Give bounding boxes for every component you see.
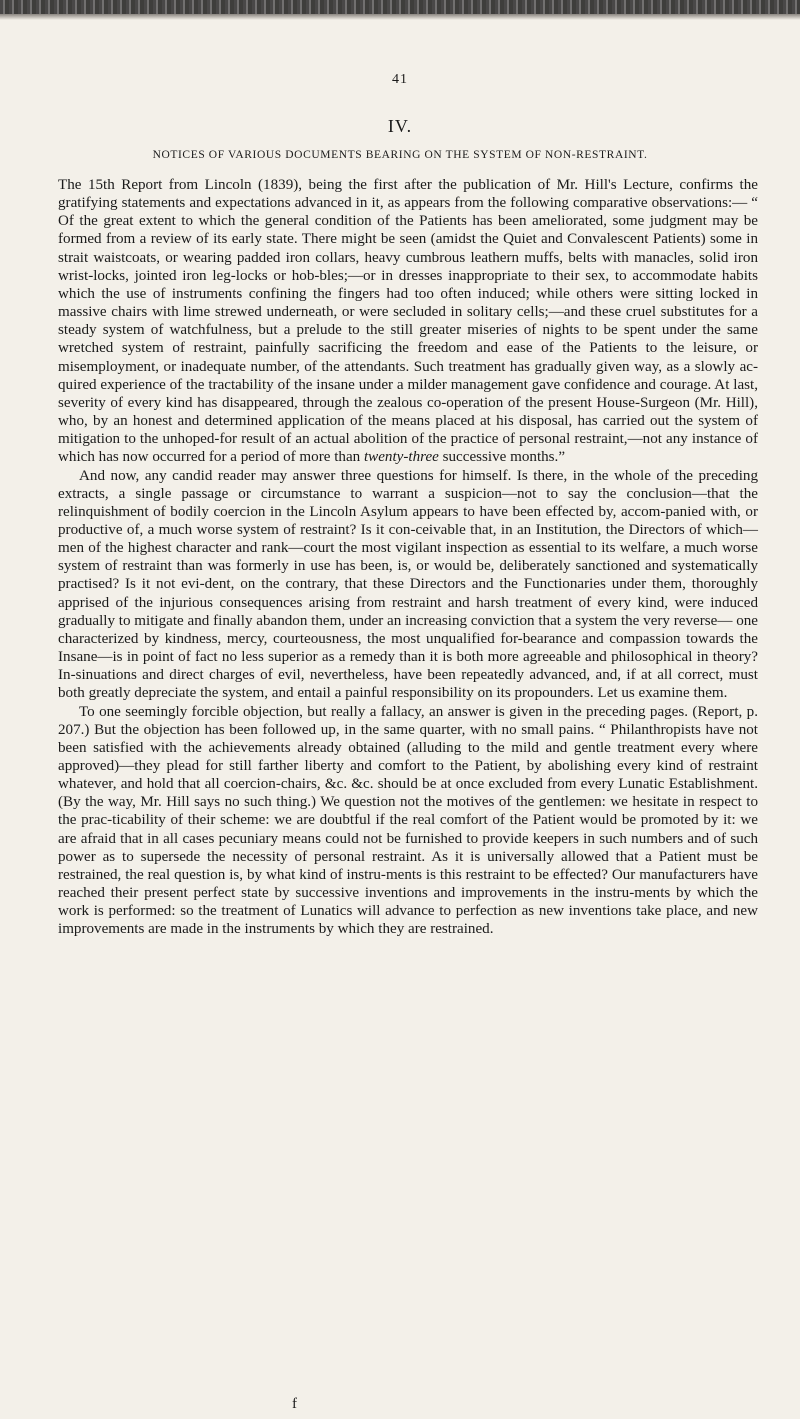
scanned-page-top-edge xyxy=(0,0,800,14)
paragraph-text: successive months.” xyxy=(438,449,566,466)
paragraph-lincoln-report xyxy=(58,176,758,467)
section-number: IV. xyxy=(387,116,413,136)
scanned-page-shadow xyxy=(0,14,800,20)
paragraph-objection: To one seemingly forcible objection, but really a fallacy, an answer is given in the preceding pages. (Report, p. 207.) But the objection has been followed up, in the same quarter, with no small pains. “ Philanthropists have not been satisfied with the achievements already obtained (alluding to the mild and gentle treatment every where approved)—they plead for still farther liberty and comfort to the Patient, by abolishing every kind of restraint whatever, and hold that all coercion-chairs, &c. &c. should be at once excluded from every Lunatic Establishment. (By the way, Mr. Hill says no such thing.) We question not the motives of the gentlemen: we hesitate in respect to the prac-ticability of their scheme: we are doubtful if the real comfort of the Patient would be promoted by it: we are afraid that in all cases pecuniary means could not be furnished to provide keepers in such numbers and of such power as to supersede the necessity of personal restraint. As it is universally allowed that a Patient must be restrained, the real question is, by what kind of instru-ments is this restraint to be effected? Our manufacturers have reached their present perfect state by successive inventions and improvements in the instru-ments by which the work is performed: so the treatment of Lunatics will advance to perfection as new inventions take place, and new improvements are made in the instruments by which they are restrained. xyxy=(58,703,758,938)
paragraph-text: The 15th Report from Lincoln (1839), being the first after the publication of Mr. Hill's Lecture, confirms the gratifying statements and expectations advanced in it, as appears from the following comparative observations:— “ Of the great extent to which the general condition of the Patients has been ameliorated, some judgment may be formed from a review of its early state. There might be seen (amidst the Quiet and Convalescent Patients) some in strait waistcoats, or wearing padded iron collars, heavy cumbrous leathern muffs, belts with manacles, solid iron wrist-locks, jointed iron leg-locks or hob-bles;—or in dresses inappropriate to their sex, to accommodate habits which the use of instruments confining the fingers had too often induced; while others were sitting locked in massive chairs with lime strewed underneath, or were secluded in solitary cells;—and these cruel substitutes for a steady system of watchfulness, but a prelude to the still greater miseries of nights to be spent under the same wretched system of restraint, painfully sacrificing the freedom and ease of the Patients to the leisure, or misemployment, or inadequate number, of the attendants. Such treatment has gradually given way, as a slowly ac-quired experience of the tractability of the insane under a milder management gave confidence and courage. At last, severity of every kind has disappeared, through the zealous co-operation of the present House-Surgeon (Mr. Hill), who, by an honest and determined application of the means placed at his disposal, has carried out the system of mitigation to the unhoped-for result of an actual abolition of the practice of personal restraint,—not any instance of which has now occurred for a period of more than xyxy=(58,177,758,466)
emphasis-text: twenty-three xyxy=(363,449,439,466)
page-number: 41 xyxy=(392,72,408,87)
paragraph-three-questions: And now, any candid reader may answer three questions for himself. Is there, in the whole of the preceding extracts, a single passage or circumstance to warrant a suspicion—not to say the conclusion—that the relinquishment of bodily coercion in the Lincoln Asylum appears to have been effected by, accom-panied with, or productive of, a much worse system of restraint? Is it con-ceivable that, in an Institution, the Directors of which—men of the highest character and rank—court the most vigilant inspection as essential to its welfare, a much worse system of restraint than was formerly in use has been, is, or would be, deliberately sanctioned and systematically practised? Is it not evi-dent, on the contrary, that these Directors and the Functionaries under them, thoroughly apprised of the injurious consequences arising from restraint and harsh treatment of every kind, were induced gradually to mitigate and finally abandon them, under an increasing conviction that a system the very reverse— one characterized by kindness, mercy, courteousness, the most unqualified for-bearance and compassion towards the Insane—is in point of fact no less superior as a remedy than it is both more agreeable and philosophical in theory? In-sinuations and direct charges of evil, nevertheless, have been repeatedly advanced, and, if at all correct, must both greatly depreciate the system, and entail a painful responsibility on its propounders. Let us examine them. xyxy=(58,467,758,702)
signature-mark: f xyxy=(292,1396,297,1412)
body-text xyxy=(58,176,758,939)
section-title: NOTICES OF VARIOUS DOCUMENTS BEARING ON THE SYSTEM OF NON-RESTRAINT. xyxy=(152,149,648,161)
